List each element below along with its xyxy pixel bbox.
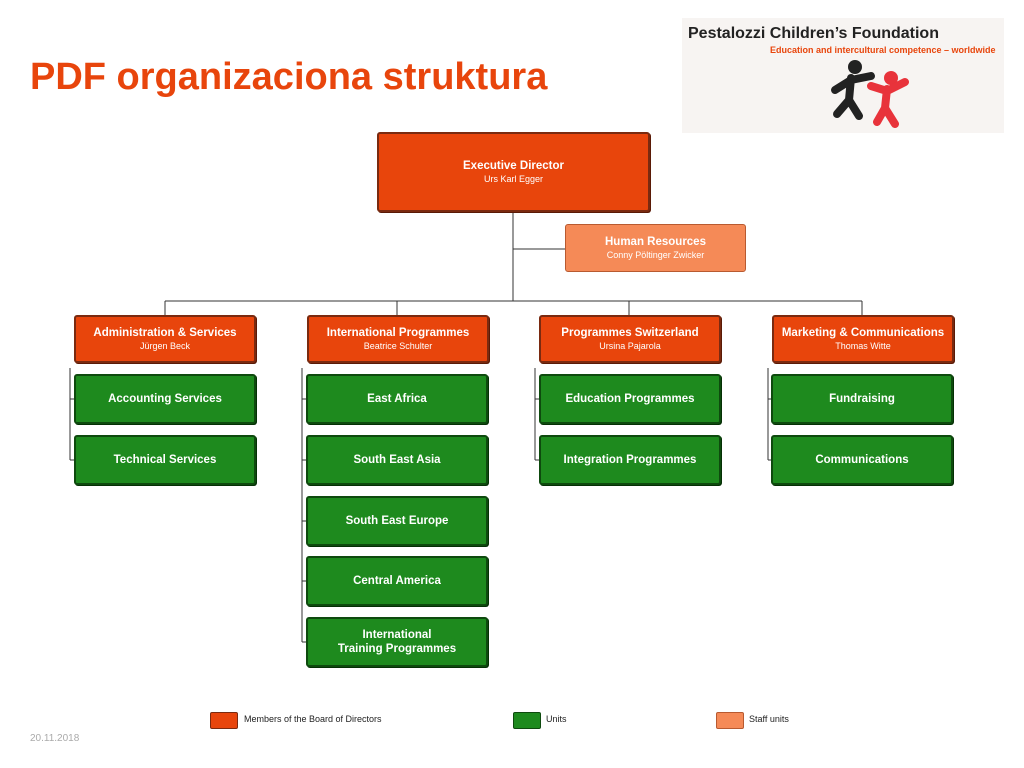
department-head: Beatrice Schulter xyxy=(363,340,433,351)
department-switzerland-box xyxy=(539,315,721,363)
unit-label: International Training Programmes xyxy=(337,628,457,655)
executive-director-box xyxy=(377,132,650,212)
slide-date: 20.11.2018 xyxy=(30,733,80,744)
executive-name: Urs Karl Egger xyxy=(483,173,544,184)
slide-title: PDF organizaciona struktura xyxy=(30,56,548,98)
hr-name: Conny Pöltinger Zwicker xyxy=(606,249,705,260)
unit-box xyxy=(74,374,256,424)
logo-tagline: Education and intercultural competence – worldwide xyxy=(770,45,996,55)
department-international-box xyxy=(307,315,489,363)
unit-box xyxy=(539,435,721,485)
legend-board-label: Members of the Board of Directors xyxy=(244,714,382,724)
unit-box xyxy=(74,435,256,485)
unit-label: Central America xyxy=(353,574,441,587)
unit-label: East Africa xyxy=(367,392,427,405)
unit-box xyxy=(306,374,488,424)
legend-units-swatch xyxy=(513,712,541,729)
legend-board-swatch xyxy=(210,712,238,729)
unit-box xyxy=(771,435,953,485)
department-marketing-box xyxy=(772,315,954,363)
hr-title: Human Resources xyxy=(605,236,706,249)
unit-box xyxy=(306,435,488,485)
department-title: International Programmes xyxy=(326,327,470,340)
unit-box xyxy=(306,617,488,667)
department-head: Jürgen Beck xyxy=(139,340,191,351)
department-head: Thomas Witte xyxy=(835,340,891,351)
unit-label: Accounting Services xyxy=(108,392,222,405)
legend-staff-swatch xyxy=(716,712,744,729)
unit-box xyxy=(306,496,488,546)
unit-box xyxy=(771,374,953,424)
department-title: Administration & Services xyxy=(93,327,237,340)
legend-units-label: Units xyxy=(546,714,567,724)
department-title: Marketing & Communications xyxy=(781,327,945,340)
logo-name: Pestalozzi Children’s Foundation xyxy=(688,25,939,42)
unit-label: Fundraising xyxy=(829,392,895,405)
department-head: Ursina Pajarola xyxy=(599,340,661,351)
unit-label: Technical Services xyxy=(113,453,217,466)
legend-staff-label: Staff units xyxy=(749,714,789,724)
unit-label: South East Europe xyxy=(345,514,449,527)
executive-title: Executive Director xyxy=(463,160,564,173)
unit-box xyxy=(306,556,488,606)
unit-label: Integration Programmes xyxy=(563,453,697,466)
unit-label: South East Asia xyxy=(353,453,441,466)
unit-label: Communications xyxy=(815,453,909,466)
department-administration-box xyxy=(74,315,256,363)
unit-box xyxy=(539,374,721,424)
department-title: Programmes Switzerland xyxy=(561,327,699,340)
human-resources-box xyxy=(565,224,746,272)
unit-label: Education Programmes xyxy=(565,392,695,405)
